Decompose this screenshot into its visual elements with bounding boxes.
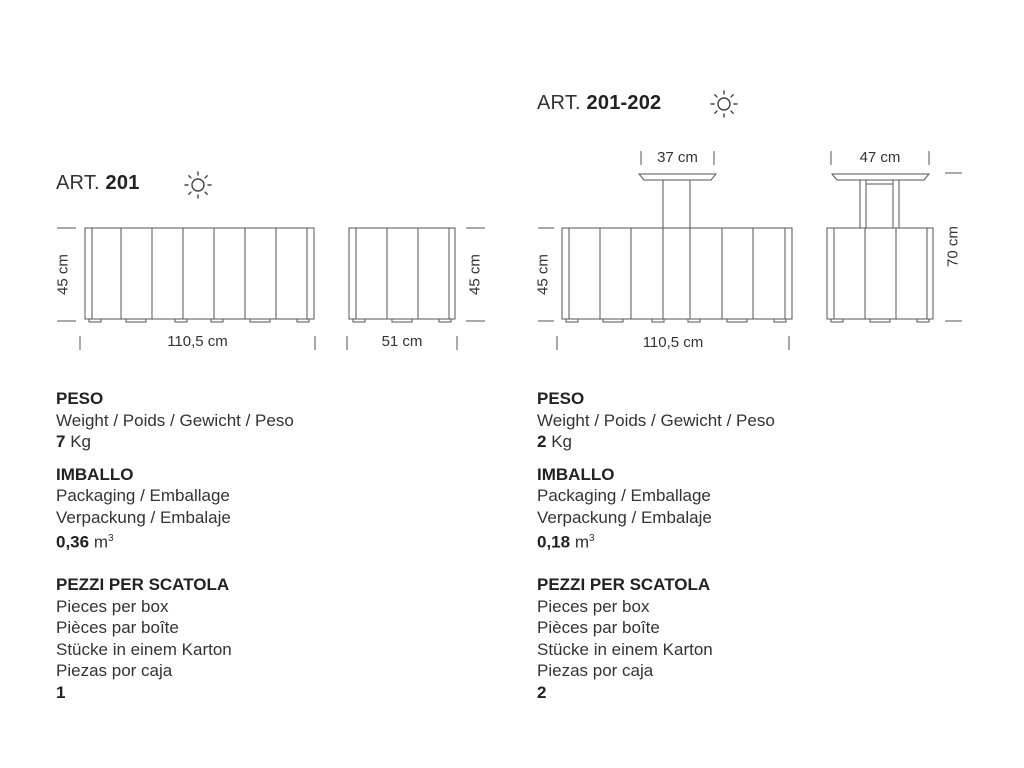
side-view-right <box>827 174 933 322</box>
imballo-title: IMBALLO <box>56 464 134 484</box>
pezzi-line: Pieces per box <box>56 596 169 616</box>
peso-value: 7 <box>56 432 66 451</box>
pezzi-value: 2 <box>537 682 547 702</box>
front-view-right <box>562 174 792 322</box>
imballo-line: Packaging / Emballage <box>56 486 230 505</box>
width-label: 110,5 cm <box>167 333 228 350</box>
imballo-title: IMBALLO <box>537 464 615 484</box>
pezzi-line: Stücke in einem Karton <box>56 639 232 659</box>
peso-unit: Kg <box>70 432 91 451</box>
depth-label: 51 cm <box>381 333 423 350</box>
height-label: 45 cm <box>54 254 72 295</box>
pezzi-line: Pièces par boîte <box>56 618 179 638</box>
art-number: 201-202 <box>586 92 662 114</box>
art-prefix: ART. <box>56 172 100 194</box>
height-label: 45 cm <box>534 254 552 295</box>
imballo-value: 0,36 <box>56 532 90 552</box>
top-front-label: 37 cm <box>657 149 698 166</box>
pezzi-value: 1 <box>56 682 66 702</box>
pezzi-line: Pièces par boîte <box>537 618 660 638</box>
pezzi-line: Stücke in einem Karton <box>537 639 713 659</box>
pezzi-title: PEZZI PER SCATOLA <box>56 575 230 595</box>
front-view-left <box>85 228 314 322</box>
imballo-unit: m <box>93 532 108 552</box>
imballo-unit-sup: 3 <box>589 533 595 544</box>
peso-unit: Kg <box>551 432 572 451</box>
pezzi-line: Piezas por caja <box>537 661 654 681</box>
imballo-line: Packaging / Emballage <box>537 486 711 505</box>
peso-value: 2 <box>537 432 547 451</box>
total-height-label: 70 cm <box>944 226 962 267</box>
imballo-value-row <box>56 528 294 553</box>
imballo-unit: m <box>574 532 589 552</box>
pezzi-line: Pieces per box <box>537 596 650 616</box>
imballo-value: 0,18 <box>537 532 571 552</box>
peso-subtitle: Weight / Poids / Gewicht / Peso <box>537 410 775 430</box>
peso-subtitle: Weight / Poids / Gewicht / Peso <box>56 410 294 430</box>
top-side-label: 47 cm <box>859 149 901 166</box>
specs-right <box>537 388 775 703</box>
imballo-unit-sup: 3 <box>108 533 114 544</box>
imballo-value-row <box>537 528 775 553</box>
side-view-left <box>349 228 455 322</box>
pezzi-title: PEZZI PER SCATOLA <box>537 575 711 595</box>
peso-value-row <box>56 431 294 453</box>
peso-value-row <box>537 431 775 453</box>
height-label: 45 cm <box>466 254 484 295</box>
art-prefix: ART. <box>537 92 581 114</box>
peso-title: PESO <box>537 389 585 408</box>
imballo-line: Verpackung / Embalaje <box>56 507 231 527</box>
width-label: 110,5 cm <box>642 334 704 351</box>
peso-title: PESO <box>56 389 104 408</box>
pezzi-line: Piezas por caja <box>56 661 173 681</box>
art-number: 201 <box>105 172 140 194</box>
specs-left <box>56 388 294 703</box>
imballo-line: Verpackung / Embalaje <box>537 507 712 527</box>
